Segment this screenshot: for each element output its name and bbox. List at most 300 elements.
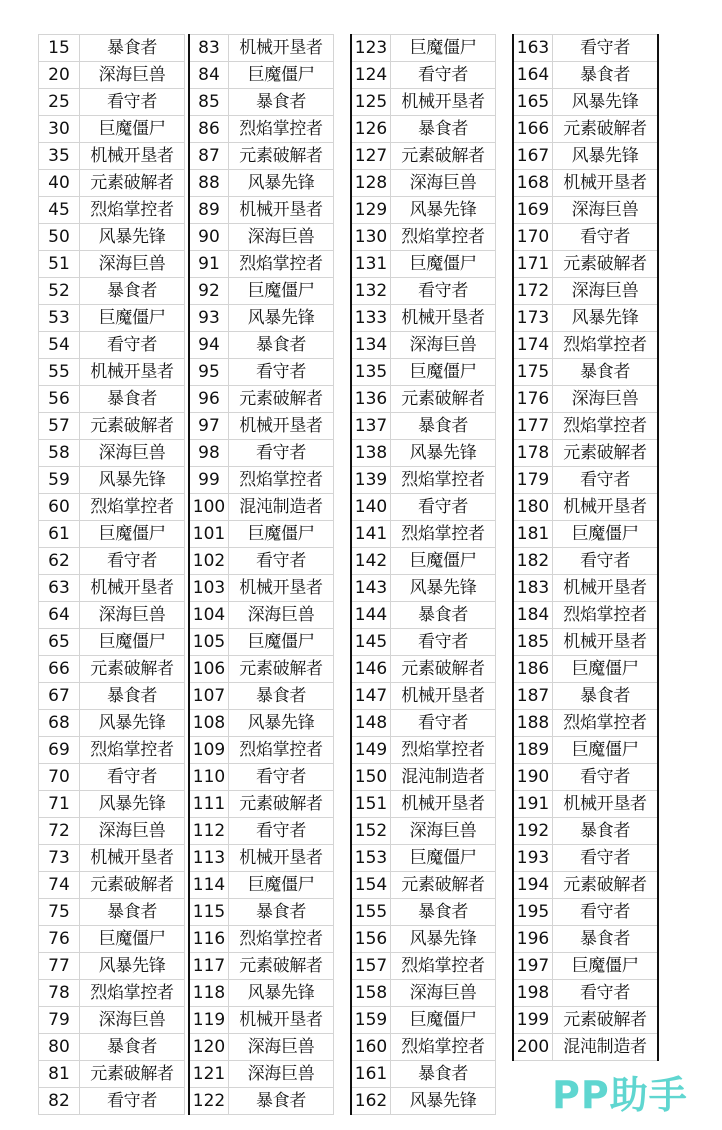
boss-name-cell: 混沌制造者	[391, 764, 496, 791]
level-number-cell: 103	[189, 575, 229, 602]
level-number-cell: 195	[513, 899, 553, 926]
boss-name-cell: 深海巨兽	[553, 278, 659, 305]
table-row	[39, 413, 185, 440]
table-row	[189, 35, 334, 62]
level-number-cell: 90	[189, 224, 229, 251]
table-row	[39, 62, 185, 89]
boss-name-cell: 巨魔僵尸	[391, 35, 496, 62]
table-row	[189, 926, 334, 953]
boss-name-cell: 机械开垦者	[229, 1007, 334, 1034]
boss-name-cell: 机械开垦者	[553, 170, 659, 197]
boss-name-cell: 看守者	[391, 710, 496, 737]
boss-name-cell: 看守者	[391, 494, 496, 521]
level-number-cell: 147	[351, 683, 391, 710]
boss-name-cell: 烈焰掌控者	[229, 251, 334, 278]
level-number-cell: 56	[39, 386, 80, 413]
table-row	[351, 62, 496, 89]
level-number-cell: 188	[513, 710, 553, 737]
table-row	[513, 467, 658, 494]
table-row	[351, 899, 496, 926]
table-row	[39, 737, 185, 764]
table-row	[513, 116, 658, 143]
level-number-cell: 160	[351, 1034, 391, 1061]
table-row	[351, 764, 496, 791]
level-number-cell: 122	[189, 1088, 229, 1115]
table-row	[39, 872, 185, 899]
boss-name-cell: 巨魔僵尸	[391, 359, 496, 386]
level-number-cell: 73	[39, 845, 80, 872]
table-row	[39, 467, 185, 494]
boss-name-cell: 深海巨兽	[391, 818, 496, 845]
table-row	[351, 35, 496, 62]
table-row	[39, 710, 185, 737]
table-row	[513, 143, 658, 170]
level-number-cell: 105	[189, 629, 229, 656]
level-number-cell: 20	[39, 62, 80, 89]
table-row	[189, 845, 334, 872]
table-row	[189, 737, 334, 764]
table-row	[513, 224, 658, 251]
boss-name-cell: 机械开垦者	[229, 575, 334, 602]
boss-name-cell: 巨魔僵尸	[391, 845, 496, 872]
table-row	[351, 737, 496, 764]
level-number-cell: 61	[39, 521, 80, 548]
boss-name-cell: 暴食者	[553, 683, 659, 710]
boss-name-cell: 烈焰掌控者	[391, 521, 496, 548]
table-row	[189, 413, 334, 440]
level-number-cell: 150	[351, 764, 391, 791]
boss-name-cell: 元素破解者	[229, 791, 334, 818]
boss-name-cell: 暴食者	[391, 413, 496, 440]
level-number-cell: 60	[39, 494, 80, 521]
boss-name-cell: 烈焰掌控者	[391, 224, 496, 251]
level-number-cell: 187	[513, 683, 553, 710]
boss-name-cell: 看守者	[391, 278, 496, 305]
table-row	[513, 413, 658, 440]
boss-name-cell: 风暴先锋	[553, 89, 659, 116]
table-row	[189, 332, 334, 359]
table-row	[189, 872, 334, 899]
boss-name-cell: 暴食者	[391, 116, 496, 143]
boss-name-cell: 巨魔僵尸	[80, 629, 185, 656]
boss-name-cell: 看守者	[229, 764, 334, 791]
table-row	[351, 1061, 496, 1088]
level-number-cell: 198	[513, 980, 553, 1007]
table-row	[351, 89, 496, 116]
table-row	[351, 467, 496, 494]
table-row	[513, 89, 658, 116]
table-row	[39, 575, 185, 602]
boss-name-cell: 看守者	[229, 818, 334, 845]
level-number-cell: 108	[189, 710, 229, 737]
level-number-cell: 169	[513, 197, 553, 224]
table-row	[189, 1034, 334, 1061]
level-number-cell: 171	[513, 251, 553, 278]
boss-name-cell: 元素破解者	[80, 872, 185, 899]
level-number-cell: 111	[189, 791, 229, 818]
boss-name-cell: 烈焰掌控者	[553, 413, 659, 440]
boss-name-cell: 风暴先锋	[391, 440, 496, 467]
table-row	[189, 359, 334, 386]
table-row	[351, 359, 496, 386]
level-number-cell: 15	[39, 35, 80, 62]
level-number-cell: 193	[513, 845, 553, 872]
table-row	[513, 251, 658, 278]
level-number-cell: 173	[513, 305, 553, 332]
table-row	[39, 305, 185, 332]
level-number-cell: 58	[39, 440, 80, 467]
level-number-cell: 109	[189, 737, 229, 764]
boss-name-cell: 机械开垦者	[553, 629, 659, 656]
table-row	[39, 548, 185, 575]
table-row	[39, 278, 185, 305]
pp-assistant-watermark: PP助手	[552, 1073, 688, 1117]
boss-name-cell: 看守者	[553, 764, 659, 791]
table-row	[351, 170, 496, 197]
table-row	[39, 494, 185, 521]
table-row	[351, 872, 496, 899]
table-row	[513, 305, 658, 332]
level-number-cell: 88	[189, 170, 229, 197]
table-row	[513, 548, 658, 575]
boss-name-cell: 暴食者	[553, 62, 659, 89]
table-row	[513, 170, 658, 197]
table-row	[189, 440, 334, 467]
table-row	[189, 305, 334, 332]
table-row	[513, 332, 658, 359]
boss-name-cell: 风暴先锋	[80, 710, 185, 737]
table-row	[39, 1088, 185, 1115]
level-number-cell: 30	[39, 116, 80, 143]
table-row	[513, 737, 658, 764]
boss-name-cell: 深海巨兽	[391, 980, 496, 1007]
level-number-cell: 137	[351, 413, 391, 440]
boss-name-cell: 机械开垦者	[80, 845, 185, 872]
boss-name-cell: 机械开垦者	[391, 89, 496, 116]
table-row	[351, 980, 496, 1007]
boss-name-cell: 巨魔僵尸	[553, 656, 659, 683]
level-number-cell: 71	[39, 791, 80, 818]
table-row	[189, 224, 334, 251]
level-number-cell: 98	[189, 440, 229, 467]
boss-name-cell: 元素破解者	[229, 953, 334, 980]
boss-name-cell: 风暴先锋	[229, 305, 334, 332]
boss-name-cell: 机械开垦者	[229, 197, 334, 224]
level-number-cell: 45	[39, 197, 80, 224]
table-row	[39, 116, 185, 143]
table-row	[189, 1088, 334, 1115]
boss-name-cell: 深海巨兽	[80, 818, 185, 845]
level-number-cell: 91	[189, 251, 229, 278]
boss-name-cell: 看守者	[80, 764, 185, 791]
level-number-cell: 133	[351, 305, 391, 332]
table-row	[189, 953, 334, 980]
level-number-cell: 162	[351, 1088, 391, 1115]
level-number-cell: 54	[39, 332, 80, 359]
level-number-cell: 136	[351, 386, 391, 413]
boss-name-cell: 巨魔僵尸	[553, 521, 659, 548]
boss-name-cell: 烈焰掌控者	[80, 980, 185, 1007]
boss-name-cell: 看守者	[80, 332, 185, 359]
boss-name-cell: 风暴先锋	[391, 926, 496, 953]
table-row	[39, 251, 185, 278]
level-number-cell: 176	[513, 386, 553, 413]
boss-name-cell: 暴食者	[229, 899, 334, 926]
table-row	[189, 980, 334, 1007]
level-number-cell: 190	[513, 764, 553, 791]
level-number-cell: 125	[351, 89, 391, 116]
boss-name-cell: 看守者	[80, 89, 185, 116]
boss-name-cell: 暴食者	[229, 89, 334, 116]
level-number-cell: 130	[351, 224, 391, 251]
table-row	[513, 359, 658, 386]
boss-name-cell: 看守者	[553, 224, 659, 251]
table-row	[351, 1007, 496, 1034]
table-row	[351, 278, 496, 305]
boss-name-cell: 烈焰掌控者	[391, 1034, 496, 1061]
boss-name-cell: 烈焰掌控者	[80, 494, 185, 521]
level-number-cell: 183	[513, 575, 553, 602]
level-number-cell: 127	[351, 143, 391, 170]
table-row	[39, 602, 185, 629]
boss-name-cell: 元素破解者	[229, 386, 334, 413]
level-number-cell: 138	[351, 440, 391, 467]
boss-name-cell: 暴食者	[553, 926, 659, 953]
level-number-cell: 92	[189, 278, 229, 305]
table-row	[513, 629, 658, 656]
level-number-cell: 75	[39, 899, 80, 926]
table-row	[513, 791, 658, 818]
boss-name-cell: 巨魔僵尸	[391, 1007, 496, 1034]
level-number-cell: 82	[39, 1088, 80, 1115]
table-row	[189, 467, 334, 494]
table-row	[189, 818, 334, 845]
table-row	[513, 1007, 658, 1034]
boss-name-cell: 机械开垦者	[229, 845, 334, 872]
table-row	[39, 440, 185, 467]
level-number-cell: 97	[189, 413, 229, 440]
table-column-1	[38, 34, 185, 1115]
boss-name-cell: 看守者	[553, 845, 659, 872]
boss-name-cell: 暴食者	[391, 1061, 496, 1088]
table-row	[189, 629, 334, 656]
table-row	[351, 305, 496, 332]
level-number-cell: 63	[39, 575, 80, 602]
level-number-cell: 74	[39, 872, 80, 899]
level-number-cell: 163	[513, 35, 553, 62]
table-row	[39, 89, 185, 116]
level-number-cell: 78	[39, 980, 80, 1007]
level-number-cell: 145	[351, 629, 391, 656]
level-number-cell: 40	[39, 170, 80, 197]
level-number-cell: 62	[39, 548, 80, 575]
level-number-cell: 128	[351, 170, 391, 197]
level-number-cell: 186	[513, 656, 553, 683]
table-row	[189, 548, 334, 575]
level-number-cell: 118	[189, 980, 229, 1007]
table-row	[189, 899, 334, 926]
level-number-cell: 93	[189, 305, 229, 332]
boss-name-cell: 元素破解者	[80, 1061, 185, 1088]
boss-name-cell: 暴食者	[80, 1034, 185, 1061]
table-row	[351, 710, 496, 737]
level-number-cell: 156	[351, 926, 391, 953]
table-row	[351, 386, 496, 413]
table-row	[189, 764, 334, 791]
boss-name-cell: 巨魔僵尸	[229, 521, 334, 548]
boss-name-cell: 风暴先锋	[80, 953, 185, 980]
level-number-cell: 77	[39, 953, 80, 980]
boss-name-cell: 元素破解者	[229, 143, 334, 170]
boss-name-cell: 烈焰掌控者	[229, 467, 334, 494]
level-number-cell: 139	[351, 467, 391, 494]
level-number-cell: 140	[351, 494, 391, 521]
table-row	[513, 683, 658, 710]
level-number-cell: 101	[189, 521, 229, 548]
boss-name-cell: 风暴先锋	[80, 467, 185, 494]
boss-name-cell: 深海巨兽	[80, 251, 185, 278]
level-number-cell: 185	[513, 629, 553, 656]
boss-name-cell: 烈焰掌控者	[229, 116, 334, 143]
level-number-cell: 80	[39, 1034, 80, 1061]
table-row	[39, 359, 185, 386]
table-row	[513, 1034, 658, 1061]
level-number-cell: 89	[189, 197, 229, 224]
level-number-cell: 154	[351, 872, 391, 899]
boss-name-cell: 巨魔僵尸	[229, 872, 334, 899]
boss-name-cell: 暴食者	[553, 359, 659, 386]
table-row	[189, 170, 334, 197]
table-row	[189, 575, 334, 602]
boss-name-cell: 烈焰掌控者	[391, 467, 496, 494]
boss-name-cell: 元素破解者	[391, 143, 496, 170]
boss-name-cell: 看守者	[80, 548, 185, 575]
boss-name-cell: 风暴先锋	[553, 305, 659, 332]
level-number-cell: 79	[39, 1007, 80, 1034]
level-number-cell: 96	[189, 386, 229, 413]
table-row	[39, 629, 185, 656]
level-number-cell: 148	[351, 710, 391, 737]
boss-name-cell: 暴食者	[229, 683, 334, 710]
table-row	[513, 899, 658, 926]
table-row	[39, 521, 185, 548]
boss-name-cell: 元素破解者	[553, 440, 659, 467]
level-number-cell: 159	[351, 1007, 391, 1034]
boss-name-cell: 暴食者	[80, 683, 185, 710]
level-number-cell: 194	[513, 872, 553, 899]
level-number-cell: 25	[39, 89, 80, 116]
boss-name-cell: 深海巨兽	[229, 1061, 334, 1088]
table-row	[39, 845, 185, 872]
table-row	[513, 845, 658, 872]
boss-name-cell: 烈焰掌控者	[553, 332, 659, 359]
level-number-cell: 157	[351, 953, 391, 980]
table-row	[39, 170, 185, 197]
boss-name-cell: 烈焰掌控者	[391, 737, 496, 764]
level-number-cell: 68	[39, 710, 80, 737]
table-row	[513, 278, 658, 305]
level-number-cell: 141	[351, 521, 391, 548]
level-number-cell: 99	[189, 467, 229, 494]
table-row	[39, 953, 185, 980]
table-column-2	[188, 34, 334, 1115]
level-number-cell: 87	[189, 143, 229, 170]
level-number-cell: 81	[39, 1061, 80, 1088]
level-number-cell: 168	[513, 170, 553, 197]
level-number-cell: 104	[189, 602, 229, 629]
level-number-cell: 64	[39, 602, 80, 629]
boss-name-cell: 元素破解者	[553, 116, 659, 143]
boss-name-cell: 烈焰掌控者	[80, 197, 185, 224]
boss-name-cell: 烈焰掌控者	[229, 737, 334, 764]
level-number-cell: 165	[513, 89, 553, 116]
table-row	[513, 710, 658, 737]
level-number-cell: 123	[351, 35, 391, 62]
boss-name-cell: 暴食者	[80, 35, 185, 62]
boss-name-cell: 深海巨兽	[229, 1034, 334, 1061]
boss-name-cell: 暴食者	[80, 278, 185, 305]
table-row	[513, 575, 658, 602]
boss-name-cell: 机械开垦者	[229, 35, 334, 62]
boss-name-cell: 暴食者	[80, 899, 185, 926]
level-number-cell: 151	[351, 791, 391, 818]
boss-name-cell: 巨魔僵尸	[391, 251, 496, 278]
table-row	[351, 629, 496, 656]
boss-name-cell: 机械开垦者	[553, 494, 659, 521]
level-number-cell: 76	[39, 926, 80, 953]
table-row	[39, 926, 185, 953]
table-row	[39, 1007, 185, 1034]
level-number-cell: 50	[39, 224, 80, 251]
boss-name-cell: 元素破解者	[229, 656, 334, 683]
table-row	[189, 386, 334, 413]
level-number-cell: 85	[189, 89, 229, 116]
level-number-cell: 72	[39, 818, 80, 845]
table-row	[189, 251, 334, 278]
boss-name-cell: 元素破解者	[80, 170, 185, 197]
level-number-cell: 107	[189, 683, 229, 710]
table-row	[189, 791, 334, 818]
boss-name-cell: 风暴先锋	[229, 980, 334, 1007]
table-row	[513, 494, 658, 521]
table-row	[513, 62, 658, 89]
table-row	[189, 494, 334, 521]
table-row	[513, 197, 658, 224]
boss-name-cell: 元素破解者	[391, 872, 496, 899]
table-row	[351, 494, 496, 521]
table-row	[513, 872, 658, 899]
level-number-cell: 191	[513, 791, 553, 818]
level-number-cell: 200	[513, 1034, 553, 1061]
table-row	[39, 332, 185, 359]
boss-name-cell: 巨魔僵尸	[80, 926, 185, 953]
boss-name-cell: 元素破解者	[391, 656, 496, 683]
boss-name-cell: 混沌制造者	[553, 1034, 659, 1061]
boss-name-cell: 巨魔僵尸	[391, 548, 496, 575]
boss-name-cell: 元素破解者	[553, 251, 659, 278]
table-row	[513, 818, 658, 845]
boss-name-cell: 深海巨兽	[80, 440, 185, 467]
level-number-cell: 178	[513, 440, 553, 467]
level-number-cell: 112	[189, 818, 229, 845]
level-number-cell: 184	[513, 602, 553, 629]
boss-name-cell: 深海巨兽	[80, 602, 185, 629]
table-row	[351, 548, 496, 575]
level-number-cell: 179	[513, 467, 553, 494]
table-row	[39, 1034, 185, 1061]
table-row	[189, 62, 334, 89]
level-number-cell: 100	[189, 494, 229, 521]
